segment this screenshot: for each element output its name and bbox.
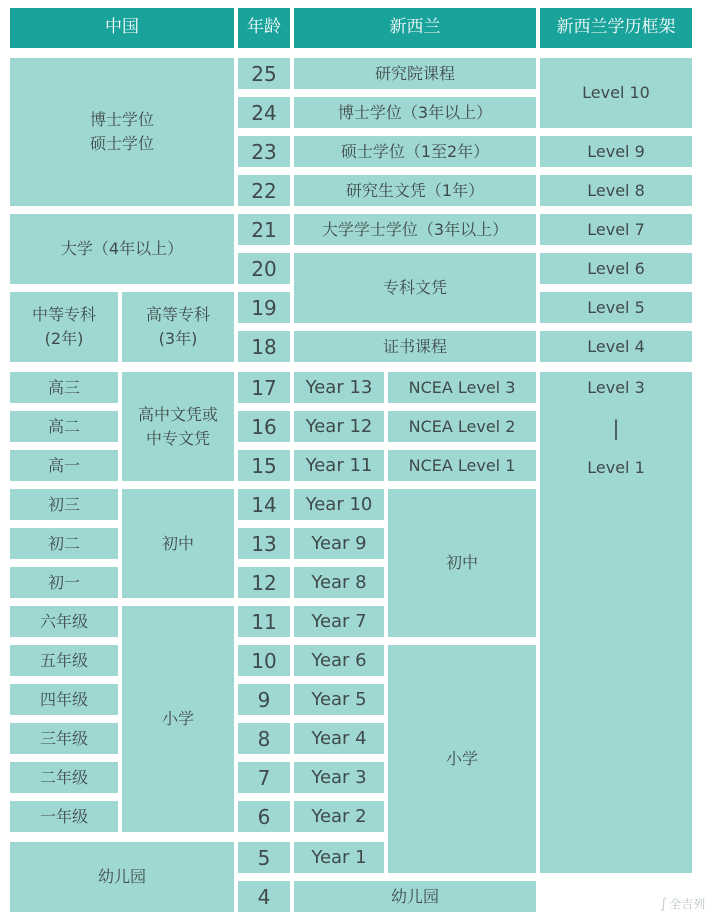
- header-china: 中国: [10, 8, 234, 48]
- nz-year: Year 13: [294, 372, 384, 403]
- nz-ncea: NCEA Level 3: [388, 372, 536, 403]
- nz-phd: 博士学位（3年以上）: [294, 97, 536, 128]
- china-senior-grade: 高二: [10, 411, 118, 442]
- nz-year: Year 9: [294, 528, 384, 559]
- age-cell: 4: [238, 881, 290, 912]
- age-cell: 5: [238, 842, 290, 873]
- age-cell: 15: [238, 450, 290, 481]
- china-university: 大学（4年以上）: [10, 214, 234, 284]
- age-cell: 9: [238, 684, 290, 715]
- nz-year: Year 5: [294, 684, 384, 715]
- china-junior-grade: 初三: [10, 489, 118, 520]
- age-cell: 20: [238, 253, 290, 284]
- age-cell: 7: [238, 762, 290, 793]
- nzqf-range-separator: |: [612, 416, 620, 440]
- age-cell: 22: [238, 175, 290, 206]
- nz-ncea: NCEA Level 1: [388, 450, 536, 481]
- nzqf-level: Level 6: [540, 253, 692, 284]
- nzqf-level: Level 10: [540, 58, 692, 128]
- china-kindergarten: 幼儿园: [10, 842, 234, 912]
- header-nzqf: 新西兰学历框架: [540, 8, 692, 48]
- nz-year: Year 6: [294, 645, 384, 676]
- age-cell: 6: [238, 801, 290, 832]
- watermark: [660, 895, 705, 912]
- age-cell: 8: [238, 723, 290, 754]
- nz-diploma: 专科文凭: [294, 253, 536, 323]
- nz-intermediate: 初中: [388, 489, 536, 637]
- nz-year: Year 4: [294, 723, 384, 754]
- nz-postgrad: 研究院课程: [294, 58, 536, 89]
- age-cell: 21: [238, 214, 290, 245]
- nz-year: Year 7: [294, 606, 384, 637]
- nzqf-range-top: Level 3: [587, 378, 645, 397]
- nzqf-level: Level 5: [540, 292, 692, 323]
- china-senior-grade: 高三: [10, 372, 118, 403]
- age-cell: 13: [238, 528, 290, 559]
- age-cell: 16: [238, 411, 290, 442]
- nz-ncea: NCEA Level 2: [388, 411, 536, 442]
- nz-year: Year 1: [294, 842, 384, 873]
- logo-icon: ∫: [660, 895, 668, 912]
- nz-year: Year 12: [294, 411, 384, 442]
- china-junior-group: 初中: [122, 489, 234, 598]
- nz-certificate: 证书课程: [294, 331, 536, 362]
- nzqf-range-bottom: Level 1: [587, 458, 645, 477]
- nz-bachelor: 大学学士学位（3年以上）: [294, 214, 536, 245]
- nz-masters: 硕士学位（1至2年）: [294, 136, 536, 167]
- china-junior-grade: 初一: [10, 567, 118, 598]
- age-cell: 14: [238, 489, 290, 520]
- nzqf-level: Level 4: [540, 331, 692, 362]
- nzqf-level: Level 8: [540, 175, 692, 206]
- nzqf-level: Level 7: [540, 214, 692, 245]
- age-cell: 23: [238, 136, 290, 167]
- nz-pg-diploma: 研究生文凭（1年）: [294, 175, 536, 206]
- nz-year: Year 8: [294, 567, 384, 598]
- china-primary-group: 小学: [122, 606, 234, 832]
- nz-kindergarten: 幼儿园: [294, 881, 536, 912]
- nz-primary: 小学: [388, 645, 536, 873]
- china-primary-grade: 六年级: [10, 606, 118, 637]
- nz-year: Year 10: [294, 489, 384, 520]
- nz-year: Year 2: [294, 801, 384, 832]
- china-secondary-vocational: 中等专科 (2年): [10, 292, 118, 362]
- age-cell: 12: [238, 567, 290, 598]
- china-phd-masters: 博士学位 硕士学位: [10, 58, 234, 206]
- china-primary-grade: 五年级: [10, 645, 118, 676]
- age-cell: 11: [238, 606, 290, 637]
- age-cell: 19: [238, 292, 290, 323]
- china-junior-grade: 初二: [10, 528, 118, 559]
- china-senior-group: 高中文凭或 中专文凭: [122, 372, 234, 481]
- nz-year: Year 3: [294, 762, 384, 793]
- nzqf-level: Level 9: [540, 136, 692, 167]
- china-primary-grade: 四年级: [10, 684, 118, 715]
- header-nz: 新西兰: [294, 8, 536, 48]
- age-cell: 24: [238, 97, 290, 128]
- age-cell: 25: [238, 58, 290, 89]
- age-cell: 10: [238, 645, 290, 676]
- nzqf-range: [540, 372, 692, 873]
- china-senior-grade: 高一: [10, 450, 118, 481]
- china-primary-grade: 三年级: [10, 723, 118, 754]
- china-primary-grade: 二年级: [10, 762, 118, 793]
- age-cell: 18: [238, 331, 290, 362]
- nz-year: Year 11: [294, 450, 384, 481]
- watermark-text: 全吉列: [669, 897, 706, 911]
- china-primary-grade: 一年级: [10, 801, 118, 832]
- age-cell: 17: [238, 372, 290, 403]
- header-age: 年龄: [238, 8, 290, 48]
- china-higher-vocational: 高等专科 (3年): [122, 292, 234, 362]
